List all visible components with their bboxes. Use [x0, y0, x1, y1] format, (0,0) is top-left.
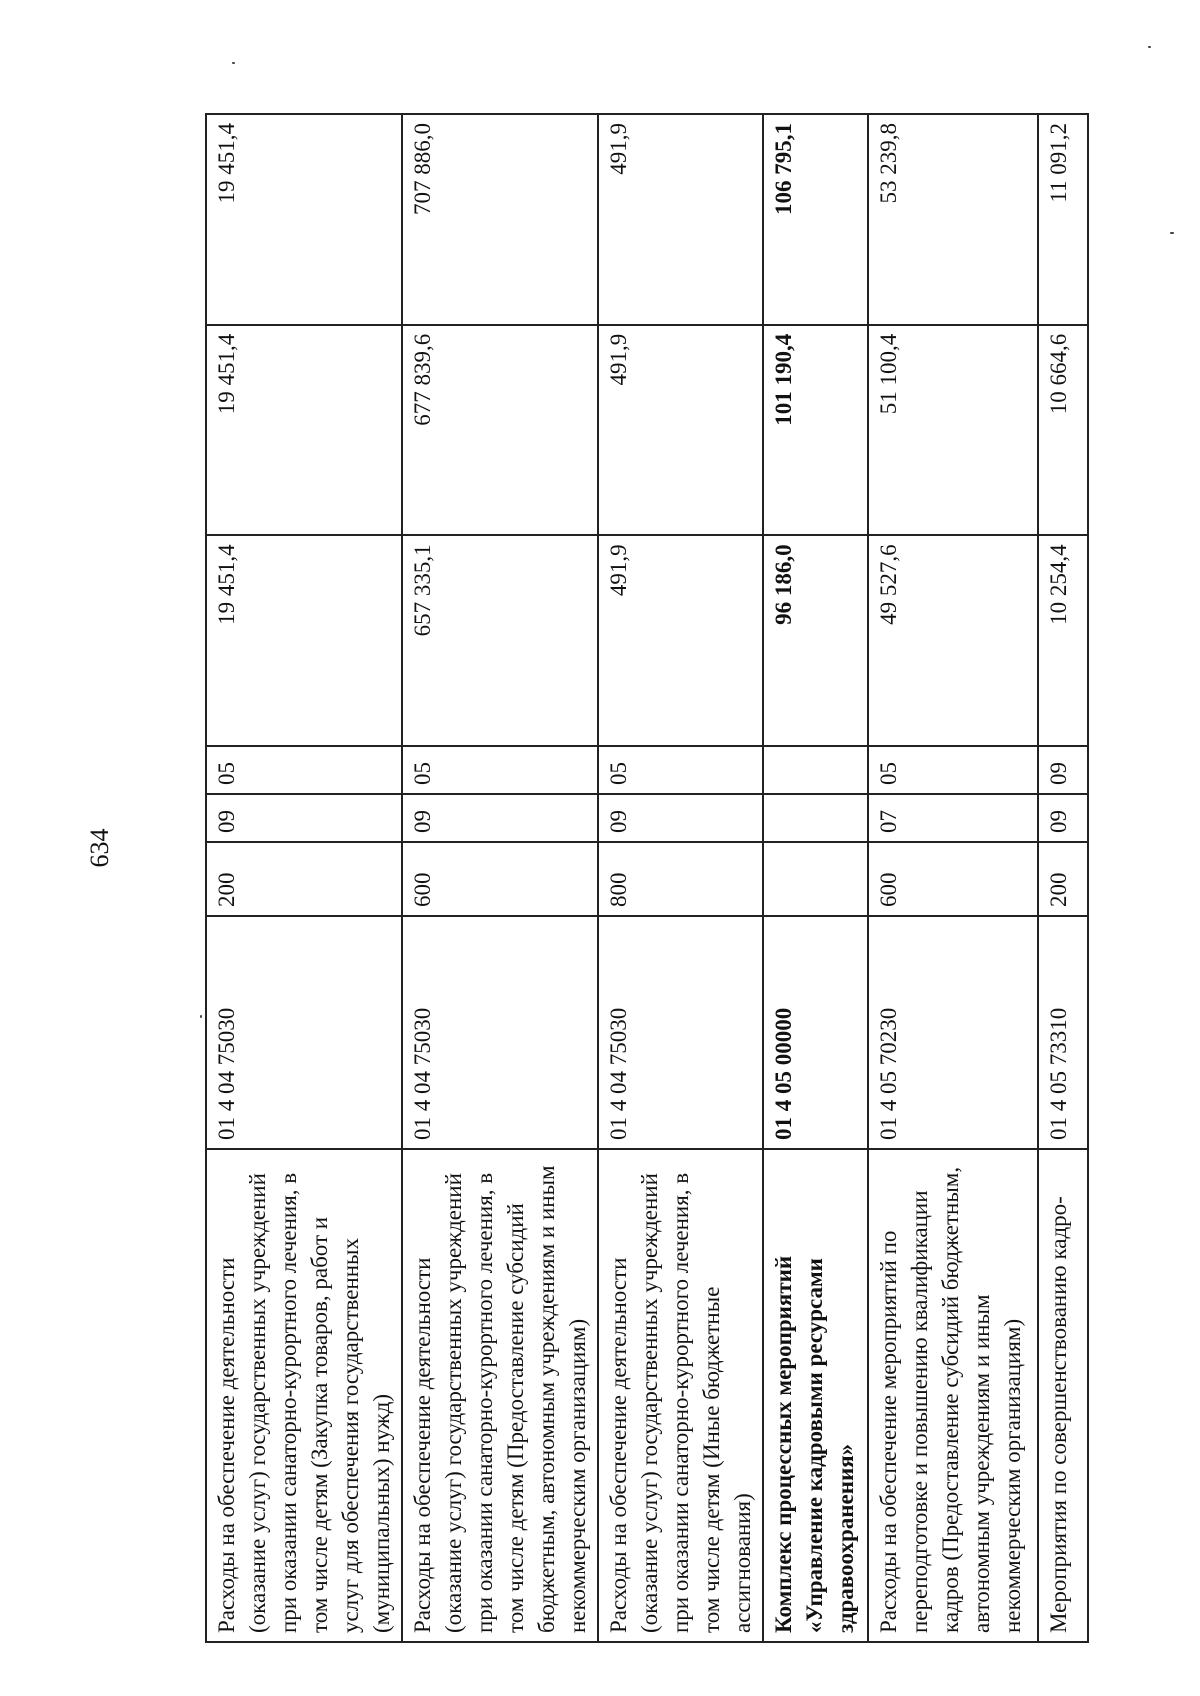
- row-section: 07: [868, 794, 1038, 842]
- row-name: Комплекс процессных мероприятий «Управление кадровыми ресурсами здравоохранения»: [763, 1149, 868, 1642]
- row-value-2: 19 451,4: [206, 325, 402, 536]
- table-row: [1038, 114, 1088, 1642]
- row-section: 09: [1038, 794, 1088, 842]
- row-value-1: 49 527,6: [868, 535, 1038, 746]
- row-name: Расходы на обеспечение деятельности (оказание услуг) государственных учреждений при оказании санаторно-курортного лечения, в том числе детям (Закупка товаров, работ и услуг для обеспечения государственных (муниципальных) нужд): [206, 1149, 402, 1642]
- row-value-3: 19 451,4: [206, 114, 402, 325]
- row-name: Расходы на обеспечение мероприятий по переподготовке и повышению квалификации кадров (Предоставление субсидий бюджетным, автономным учреждениям и иным некоммерческим организациям): [868, 1149, 1038, 1642]
- row-value-3: 11 091,2: [1038, 114, 1088, 325]
- row-expense-type: 600: [402, 842, 598, 916]
- table-row: [598, 114, 763, 1642]
- scan-speck: [232, 62, 235, 64]
- row-code: 01 4 05 70230: [868, 916, 1038, 1149]
- row-value-2: 491,9: [598, 325, 763, 536]
- row-expense-type: 600: [868, 842, 1038, 916]
- table-row: [763, 114, 868, 1642]
- table-row: [402, 114, 598, 1642]
- row-code: 01 4 05 00000: [763, 916, 868, 1149]
- row-subsection: [763, 746, 868, 794]
- row-subsection: 05: [206, 746, 402, 794]
- page-number: 634: [85, 828, 114, 868]
- row-code: 01 4 04 75030: [598, 916, 763, 1149]
- row-value-1: 657 335,1: [402, 535, 598, 746]
- row-subsection: 05: [868, 746, 1038, 794]
- row-name: Расходы на обеспечение деятельности (оказание услуг) государственных учреждений при оказании санаторно-курортного лечения, в том числе детям (Иные бюджетные ассигнования): [598, 1149, 763, 1642]
- row-value-2: 51 100,4: [868, 325, 1038, 536]
- row-value-3: 53 239,8: [868, 114, 1038, 325]
- table-row: [206, 114, 402, 1642]
- budget-table-container: [205, 113, 1085, 1643]
- row-code: 01 4 05 73310: [1038, 916, 1088, 1149]
- row-value-2: 101 190,4: [763, 325, 868, 536]
- row-section: 09: [206, 794, 402, 842]
- row-name: Расходы на обеспечение деятельности (оказание услуг) государственных учреждений при оказании санаторно-курортного лечения, в том числе детям (Предоставление субсидий бюджетным, автономным учреждениям и иным некоммерческим организациям): [402, 1149, 598, 1642]
- row-value-1: 96 186,0: [763, 535, 868, 746]
- row-value-1: 19 451,4: [206, 535, 402, 746]
- row-section: 09: [598, 794, 763, 842]
- row-value-1: 10 254,4: [1038, 535, 1088, 746]
- row-value-3: 106 795,1: [763, 114, 868, 325]
- row-name: Мероприятия по совершенствованию кадро-: [1038, 1149, 1088, 1642]
- row-expense-type: 200: [206, 842, 402, 916]
- row-value-2: 677 839,6: [402, 325, 598, 536]
- row-expense-type: 200: [1038, 842, 1088, 916]
- row-subsection: 05: [402, 746, 598, 794]
- row-expense-type: 800: [598, 842, 763, 916]
- scan-speck: [1170, 232, 1174, 234]
- row-expense-type: [763, 842, 868, 916]
- row-value-2: 10 664,6: [1038, 325, 1088, 536]
- table-row: [868, 114, 1038, 1642]
- row-code: 01 4 04 75030: [402, 916, 598, 1149]
- row-value-3: 491,9: [598, 114, 763, 325]
- row-section: 09: [402, 794, 598, 842]
- scan-speck: [200, 1015, 202, 1018]
- row-value-3: 707 886,0: [402, 114, 598, 325]
- row-subsection: 05: [598, 746, 763, 794]
- budget-table: [205, 113, 1089, 1643]
- row-value-1: 491,9: [598, 535, 763, 746]
- scan-speck: [1148, 46, 1151, 48]
- row-code: 01 4 04 75030: [206, 916, 402, 1149]
- row-section: [763, 794, 868, 842]
- row-subsection: 09: [1038, 746, 1088, 794]
